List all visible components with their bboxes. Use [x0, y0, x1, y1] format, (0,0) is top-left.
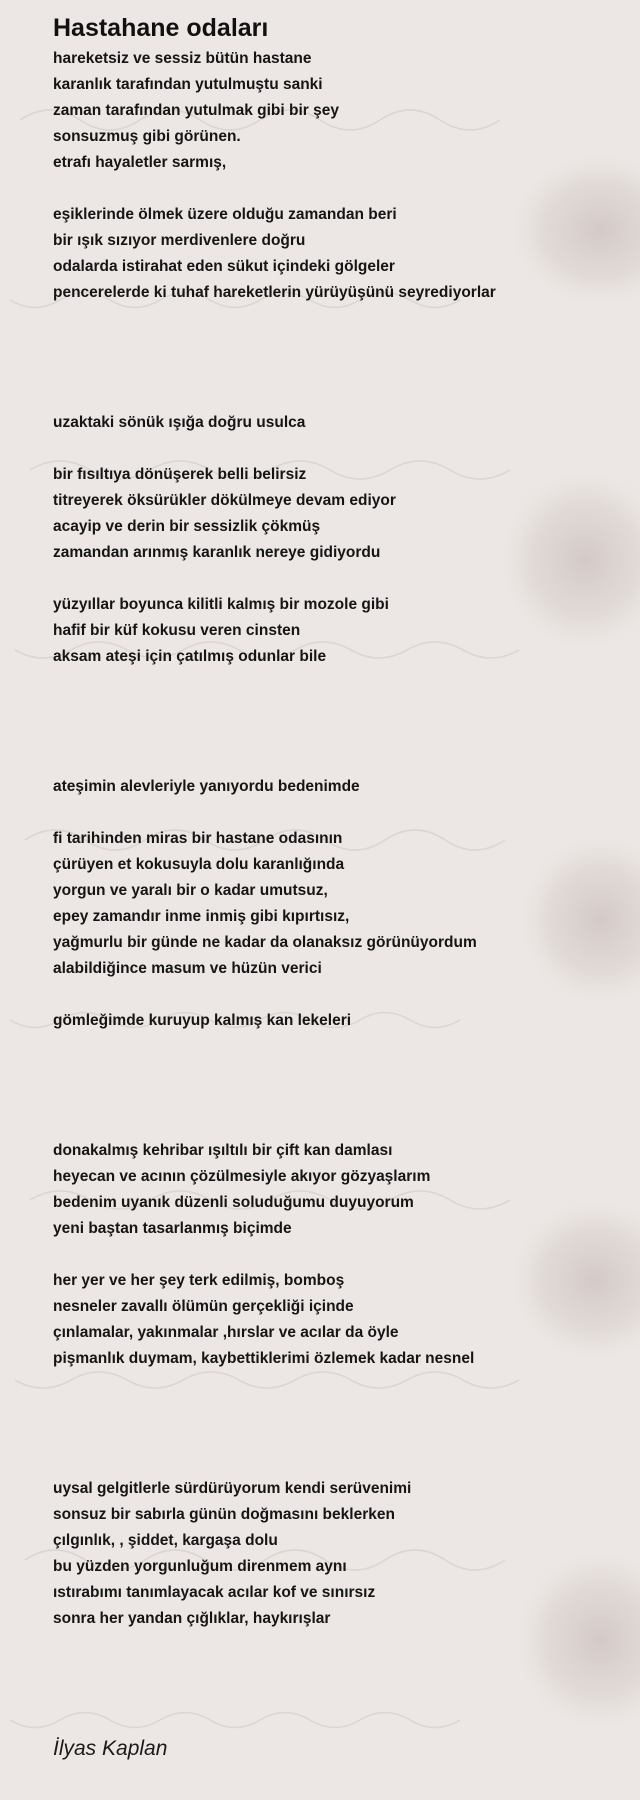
poem-line: her yer ve her şey terk edilmiş, bomboş — [53, 1272, 345, 1289]
poem-line: donakalmış kehribar ışıltılı bir çift kan damlası — [53, 1142, 393, 1159]
stanza — [53, 1008, 623, 1034]
poem-line: heyecan ve acının çözülmesiyle akıyor gözyaşlarım — [53, 1168, 431, 1185]
poem-line: çınlamalar, yakınmalar ,hırslar ve acılar da öyle — [53, 1324, 399, 1341]
poem-line: bir fısıltıya dönüşerek belli belirsiz — [53, 466, 307, 483]
poem-line: zamandan arınmış karanlık nereye gidiyordu — [53, 544, 381, 561]
poem-line: fi tarihinden miras bir hastane odasının — [53, 830, 343, 847]
poem-line: uzaktaki sönük ışığa doğru usulca — [53, 414, 306, 431]
poem-line: ateşimin alevleriyle yanıyordu bedenimde — [53, 778, 360, 795]
poem-line: ıstırabımı tanımlayacak acılar kof ve sınırsız — [53, 1584, 376, 1601]
stanza — [53, 462, 623, 566]
stanza — [53, 592, 623, 670]
poem-line: epey zamandır inme inmiş gibi kıpırtısız, — [53, 908, 350, 925]
poem-title: Hastahane odaları — [53, 14, 269, 42]
stanza — [53, 774, 623, 800]
poem-line: zaman tarafından yutulmak gibi bir şey — [53, 102, 339, 119]
poem-line: eşiklerinde ölmek üzere olduğu zamandan beri — [53, 206, 397, 223]
poem-line: sonsuz bir sabırla günün doğmasını beklerken — [53, 1506, 395, 1523]
poem-line: karanlık tarafından yutulmuştu sanki — [53, 76, 323, 93]
poem-line: alabildiğince masum ve hüzün verici — [53, 960, 322, 977]
poem-line: çürüyen et kokusuyla dolu karanlığında — [53, 856, 345, 873]
poem-line: titreyerek öksürükler dökülmeye devam ediyor — [53, 492, 396, 509]
poem-line: bir ışık sızıyor merdivenlere doğru — [53, 232, 306, 249]
poem-line: hafif bir küf kokusu veren cinsten — [53, 622, 301, 639]
poem-line: yağmurlu bir günde ne kadar da olanaksız görünüyordum — [53, 934, 477, 951]
poem-line: yeni baştan tasarlanmış biçimde — [53, 1220, 292, 1237]
stanza — [53, 1476, 623, 1632]
poem-line: etrafı hayaletler sarmış, — [53, 154, 227, 171]
poem-line: pişmanlık duymam, kaybettiklerimi özlemek kadar nesnel — [53, 1350, 475, 1367]
stanza — [53, 826, 623, 982]
poem-line: yüzyıllar boyunca kilitli kalmış bir mozole gibi — [53, 596, 389, 613]
stanza — [53, 1138, 623, 1242]
poem-line: sonra her yandan çığlıklar, haykırışlar — [53, 1610, 331, 1627]
poem-line: bu yüzden yorgunluğum direnmem aynı — [53, 1558, 347, 1575]
poem-line: hareketsiz ve sessiz bütün hastane — [53, 50, 312, 67]
stanza — [53, 46, 623, 176]
poem-line: gömleğimde kuruyup kalmış kan lekeleri — [53, 1012, 352, 1029]
poem-line: bedenim uyanık düzenli soluduğumu duyuyorum — [53, 1194, 414, 1211]
poem-line: yorgun ve yaralı bir o kadar umutsuz, — [53, 882, 328, 899]
poem-line: acayip ve derin bir sessizlik çökmüş — [53, 518, 321, 535]
stanza — [53, 202, 623, 306]
poem-line: pencerelerde ki tuhaf hareketlerin yürüyüşünü seyrediyorlar — [53, 284, 496, 301]
stanza — [53, 1268, 623, 1372]
stanza — [53, 410, 623, 436]
poem-body — [53, 46, 623, 1632]
poem-line: odalarda istirahat eden sükut içindeki gölgeler — [53, 258, 395, 275]
poem-line: aksam ateşi için çatılmış odunlar bile — [53, 648, 327, 665]
poem-line: çılgınlık, , şiddet, kargaşa dolu — [53, 1532, 278, 1549]
poem-author: İlyas Kaplan — [53, 1737, 168, 1760]
poem-line: uysal gelgitlerle sürdürüyorum kendi serüvenimi — [53, 1480, 412, 1497]
poem-line: nesneler zavallı ölümün gerçekliği içinde — [53, 1298, 354, 1315]
poem-line: sonsuzmuş gibi görünen. — [53, 128, 241, 145]
poem — [53, 10, 623, 1632]
